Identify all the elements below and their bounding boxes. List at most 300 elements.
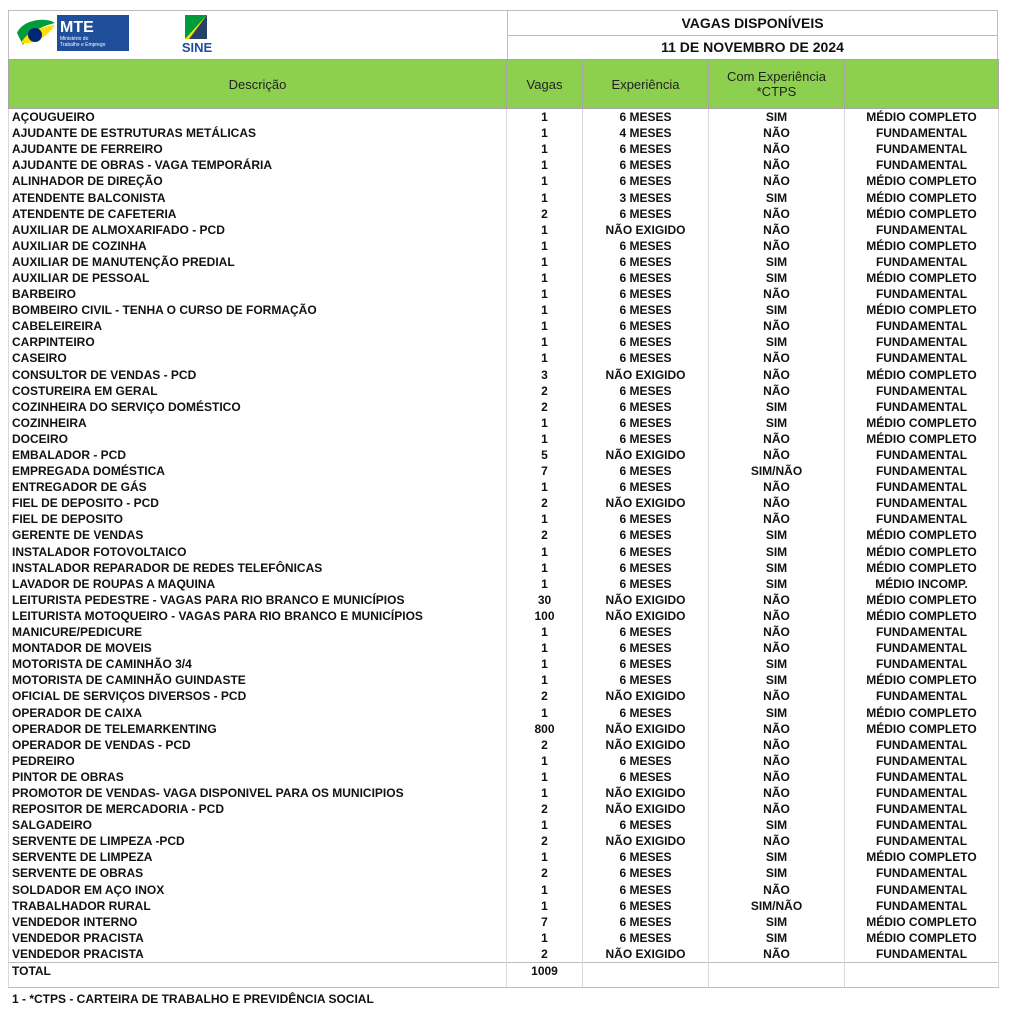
education-level: FUNDAMENTAL [845, 737, 999, 753]
vacancy-count: 1 [507, 479, 583, 495]
table-row [9, 383, 999, 399]
experience: NÃO EXIGIDO [583, 367, 709, 383]
vacancy-count: 2 [507, 946, 583, 963]
vacancy-count: 1 [507, 560, 583, 576]
table-row [9, 753, 999, 769]
experience: 6 MESES [583, 302, 709, 318]
experience: 6 MESES [583, 527, 709, 543]
ctps-required: NÃO [709, 383, 845, 399]
table-row [9, 399, 999, 415]
svg-text:Ministério do: Ministério do [60, 36, 89, 42]
education-level: FUNDAMENTAL [845, 479, 999, 495]
education-level: MÉDIO COMPLETO [845, 914, 999, 930]
vacancy-count: 1 [507, 672, 583, 688]
job-description: ENTREGADOR DE GÁS [9, 479, 507, 495]
job-description: CASEIRO [9, 350, 507, 366]
table-row [9, 495, 999, 511]
vacancy-count: 1 [507, 576, 583, 592]
total-label: TOTAL [9, 962, 507, 979]
experience: 6 MESES [583, 914, 709, 930]
table-row [9, 898, 999, 914]
ctps-required: NÃO [709, 479, 845, 495]
table-row [9, 544, 999, 560]
vacancy-count: 1 [507, 318, 583, 334]
vacancy-count: 3 [507, 367, 583, 383]
job-description: EMBALADOR - PCD [9, 447, 507, 463]
table-row [9, 254, 999, 270]
job-description: EMPREGADA DOMÉSTICA [9, 463, 507, 479]
education-level: FUNDAMENTAL [845, 222, 999, 238]
job-description: COSTUREIRA EM GERAL [9, 383, 507, 399]
table-row [9, 350, 999, 366]
education-level: FUNDAMENTAL [845, 817, 999, 833]
job-description: AJUDANTE DE OBRAS - VAGA TEMPORÁRIA [9, 157, 507, 173]
job-description: AÇOUGUEIRO [9, 109, 507, 126]
experience: 6 MESES [583, 399, 709, 415]
education-level: FUNDAMENTAL [845, 785, 999, 801]
job-description: LEITURISTA PEDESTRE - VAGAS PARA RIO BRANCO E MUNICÍPIOS [9, 592, 507, 608]
job-description: SOLDADOR EM AÇO INOX [9, 882, 507, 898]
experience: 6 MESES [583, 350, 709, 366]
experience: 6 MESES [583, 576, 709, 592]
ctps-required: NÃO [709, 737, 845, 753]
vacancy-count: 1 [507, 544, 583, 560]
table-row [9, 141, 999, 157]
table-header-row [9, 60, 999, 109]
experience: 6 MESES [583, 270, 709, 286]
education-level: FUNDAMENTAL [845, 898, 999, 914]
svg-text:Trabalho e Emprego: Trabalho e Emprego [60, 42, 106, 48]
table-row [9, 769, 999, 785]
education-level: FUNDAMENTAL [845, 753, 999, 769]
vacancy-count: 1 [507, 415, 583, 431]
job-description: ALINHADOR DE DIREÇÃO [9, 173, 507, 189]
education-level: FUNDAMENTAL [845, 801, 999, 817]
ctps-required: SIM [709, 865, 845, 881]
table-row [9, 656, 999, 672]
job-description: INSTALADOR REPARADOR DE REDES TELEFÔNICAS [9, 560, 507, 576]
table-row [9, 817, 999, 833]
table-row [9, 576, 999, 592]
experience: 6 MESES [583, 431, 709, 447]
table-body [9, 109, 999, 988]
experience: NÃO EXIGIDO [583, 608, 709, 624]
empty-cell [845, 979, 999, 988]
education-level: MÉDIO COMPLETO [845, 173, 999, 189]
empty-cell [583, 962, 709, 979]
ctps-required: SIM [709, 189, 845, 205]
table-row [9, 608, 999, 624]
experience: NÃO EXIGIDO [583, 946, 709, 963]
experience: 6 MESES [583, 817, 709, 833]
education-level: MÉDIO COMPLETO [845, 560, 999, 576]
experience: 6 MESES [583, 173, 709, 189]
job-description: CONSULTOR DE VENDAS - PCD [9, 367, 507, 383]
vacancy-count: 7 [507, 463, 583, 479]
ctps-required: NÃO [709, 238, 845, 254]
vacancy-count: 2 [507, 737, 583, 753]
table-row [9, 238, 999, 254]
ctps-required: NÃO [709, 206, 845, 222]
table-row [9, 672, 999, 688]
experience: 6 MESES [583, 206, 709, 222]
job-description: DOCEIRO [9, 431, 507, 447]
table-row [9, 688, 999, 704]
column-header-education [845, 60, 999, 109]
vacancy-count: 100 [507, 608, 583, 624]
table-row [9, 125, 999, 141]
table-row [9, 334, 999, 350]
job-description: BARBEIRO [9, 286, 507, 302]
ctps-required: SIM [709, 914, 845, 930]
table-row [9, 592, 999, 608]
ctps-required: SIM [709, 334, 845, 350]
job-description: AUXILIAR DE PESSOAL [9, 270, 507, 286]
vacancy-count: 2 [507, 527, 583, 543]
vacancy-count: 1 [507, 334, 583, 350]
vacancy-count: 1 [507, 898, 583, 914]
job-description: VENDEDOR PRACISTA [9, 930, 507, 946]
table-row [9, 946, 999, 963]
ctps-required: NÃO [709, 592, 845, 608]
education-level: FUNDAMENTAL [845, 447, 999, 463]
ctps-required: NÃO [709, 769, 845, 785]
education-level: FUNDAMENTAL [845, 350, 999, 366]
table-row [9, 865, 999, 881]
education-level: MÉDIO COMPLETO [845, 721, 999, 737]
education-level: FUNDAMENTAL [845, 511, 999, 527]
table-row [9, 914, 999, 930]
ctps-required: NÃO [709, 447, 845, 463]
vacancy-count: 800 [507, 721, 583, 737]
vacancy-count: 2 [507, 206, 583, 222]
empty-cell [709, 979, 845, 988]
ctps-required: SIM [709, 560, 845, 576]
vacancy-count: 2 [507, 688, 583, 704]
education-level: MÉDIO COMPLETO [845, 206, 999, 222]
job-description: SERVENTE DE LIMPEZA [9, 849, 507, 865]
education-level: FUNDAMENTAL [845, 946, 999, 963]
education-level: FUNDAMENTAL [845, 383, 999, 399]
ctps-required: SIM [709, 704, 845, 720]
education-level: FUNDAMENTAL [845, 334, 999, 350]
ctps-required: NÃO [709, 286, 845, 302]
vacancy-table [8, 59, 999, 988]
ctps-required: NÃO [709, 125, 845, 141]
vacancy-count: 1 [507, 511, 583, 527]
education-level: MÉDIO COMPLETO [845, 109, 999, 126]
experience: 6 MESES [583, 898, 709, 914]
job-description: BOMBEIRO CIVIL - TENHA O CURSO DE FORMAÇÃO [9, 302, 507, 318]
experience: 6 MESES [583, 624, 709, 640]
experience: 6 MESES [583, 849, 709, 865]
education-level: FUNDAMENTAL [845, 399, 999, 415]
job-description: SERVENTE DE LIMPEZA -PCD [9, 833, 507, 849]
education-level: FUNDAMENTAL [845, 865, 999, 881]
ctps-required: SIM [709, 576, 845, 592]
job-description: COZINHEIRA [9, 415, 507, 431]
job-description: MONTADOR DE MOVEIS [9, 640, 507, 656]
ctps-required: SIM [709, 544, 845, 560]
vacancy-count: 1 [507, 624, 583, 640]
education-level: FUNDAMENTAL [845, 688, 999, 704]
table-row [9, 721, 999, 737]
ctps-required: NÃO [709, 688, 845, 704]
ctps-required: NÃO [709, 141, 845, 157]
vacancy-count: 1 [507, 704, 583, 720]
job-description: AUXILIAR DE COZINHA [9, 238, 507, 254]
mte-logo [13, 13, 129, 53]
table-row [9, 704, 999, 720]
ctps-required: NÃO [709, 753, 845, 769]
education-level: FUNDAMENTAL [845, 656, 999, 672]
experience: 6 MESES [583, 463, 709, 479]
table-row [9, 415, 999, 431]
experience: 6 MESES [583, 865, 709, 881]
vacancy-count: 1 [507, 125, 583, 141]
vacancy-count: 2 [507, 865, 583, 881]
mte-text: MTE [60, 19, 94, 36]
ctps-required: SIM [709, 527, 845, 543]
vacancy-count: 1 [507, 189, 583, 205]
experience: 6 MESES [583, 769, 709, 785]
table-row [9, 785, 999, 801]
experience: NÃO EXIGIDO [583, 592, 709, 608]
vacancy-sheet [8, 10, 998, 988]
table-row [9, 189, 999, 205]
vacancy-count: 1 [507, 173, 583, 189]
experience: NÃO EXIGIDO [583, 785, 709, 801]
ctps-required: NÃO [709, 173, 845, 189]
vacancy-count: 1 [507, 785, 583, 801]
education-level: MÉDIO COMPLETO [845, 849, 999, 865]
job-description: ATENDENTE BALCONISTA [9, 189, 507, 205]
vacancy-count: 1 [507, 286, 583, 302]
job-description: VENDEDOR INTERNO [9, 914, 507, 930]
vacancy-count: 7 [507, 914, 583, 930]
experience: NÃO EXIGIDO [583, 222, 709, 238]
empty-cell [845, 962, 999, 979]
job-description: REPOSITOR DE MERCADORIA - PCD [9, 801, 507, 817]
job-description: SALGADEIRO [9, 817, 507, 833]
experience: 3 MESES [583, 189, 709, 205]
table-row [9, 849, 999, 865]
education-level: FUNDAMENTAL [845, 833, 999, 849]
vacancy-count: 1 [507, 141, 583, 157]
vacancy-count: 1 [507, 222, 583, 238]
experience: 6 MESES [583, 383, 709, 399]
page-title: VAGAS DISPONÍVEIS [681, 14, 824, 31]
table-row [9, 367, 999, 383]
experience: 6 MESES [583, 415, 709, 431]
vacancy-count: 5 [507, 447, 583, 463]
education-level: MÉDIO COMPLETO [845, 302, 999, 318]
experience: 6 MESES [583, 141, 709, 157]
footnote: 1 - *CTPS - CARTEIRA DE TRABALHO E PREVIDÊNCIA SOCIAL [12, 992, 374, 1006]
job-description: LEITURISTA MOTOQUEIRO - VAGAS PARA RIO BRANCO E MUNICÍPIOS [9, 608, 507, 624]
table-row [9, 157, 999, 173]
education-level: MÉDIO COMPLETO [845, 189, 999, 205]
table-row [9, 431, 999, 447]
job-description: LAVADOR DE ROUPAS A MAQUINA [9, 576, 507, 592]
experience: NÃO EXIGIDO [583, 688, 709, 704]
experience: 6 MESES [583, 157, 709, 173]
title-box [508, 11, 997, 59]
education-level: FUNDAMENTAL [845, 640, 999, 656]
ctps-required: NÃO [709, 833, 845, 849]
ctps-required: SIM [709, 849, 845, 865]
vacancy-count: 2 [507, 833, 583, 849]
job-description: AUXILIAR DE ALMOXARIFADO - PCD [9, 222, 507, 238]
education-level: FUNDAMENTAL [845, 882, 999, 898]
table-row [9, 882, 999, 898]
table-row [9, 173, 999, 189]
job-description: AJUDANTE DE FERREIRO [9, 141, 507, 157]
experience: 6 MESES [583, 882, 709, 898]
job-description: VENDEDOR PRACISTA [9, 946, 507, 963]
job-description: TRABALHADOR RURAL [9, 898, 507, 914]
education-level: MÉDIO COMPLETO [845, 608, 999, 624]
table-row [9, 479, 999, 495]
blank-row [9, 979, 999, 988]
vacancy-count: 1 [507, 302, 583, 318]
ctps-required: NÃO [709, 367, 845, 383]
experience: 6 MESES [583, 479, 709, 495]
vacancy-count: 1 [507, 753, 583, 769]
experience: NÃO EXIGIDO [583, 721, 709, 737]
ctps-required: NÃO [709, 608, 845, 624]
ctps-required: SIM [709, 817, 845, 833]
experience: 6 MESES [583, 753, 709, 769]
education-level: MÉDIO COMPLETO [845, 527, 999, 543]
experience: 6 MESES [583, 286, 709, 302]
experience: NÃO EXIGIDO [583, 737, 709, 753]
education-level: FUNDAMENTAL [845, 463, 999, 479]
education-level: MÉDIO COMPLETO [845, 672, 999, 688]
education-level: MÉDIO COMPLETO [845, 238, 999, 254]
job-description: AUXILIAR DE MANUTENÇÃO PREDIAL [9, 254, 507, 270]
job-description: OPERADOR DE VENDAS - PCD [9, 737, 507, 753]
education-level: FUNDAMENTAL [845, 318, 999, 334]
job-description: CABELEIREIRA [9, 318, 507, 334]
page-date: 11 DE NOVEMBRO DE 2024 [508, 35, 997, 60]
job-description: SERVENTE DE OBRAS [9, 865, 507, 881]
column-header-ctps [709, 60, 845, 109]
ctps-required: NÃO [709, 801, 845, 817]
sheet-header [8, 10, 998, 59]
ctps-required: NÃO [709, 640, 845, 656]
experience: 6 MESES [583, 238, 709, 254]
experience: 6 MESES [583, 704, 709, 720]
ctps-required: SIM [709, 656, 845, 672]
education-level: MÉDIO COMPLETO [845, 592, 999, 608]
job-description: PROMOTOR DE VENDAS- VAGA DISPONIVEL PARA OS MUNICIPIOS [9, 785, 507, 801]
experience: NÃO EXIGIDO [583, 447, 709, 463]
empty-cell [9, 979, 507, 988]
ctps-required: NÃO [709, 431, 845, 447]
column-header-vacancies: Vagas [507, 60, 583, 109]
experience: 6 MESES [583, 544, 709, 560]
vacancy-count: 1 [507, 350, 583, 366]
table-row [9, 511, 999, 527]
ctps-required: NÃO [709, 721, 845, 737]
ctps-required: SIM [709, 302, 845, 318]
job-description: MOTORISTA DE CAMINHÃO GUINDASTE [9, 672, 507, 688]
table-row [9, 801, 999, 817]
education-level: FUNDAMENTAL [845, 286, 999, 302]
ctps-required: NÃO [709, 495, 845, 511]
table-row [9, 833, 999, 849]
vacancy-count: 2 [507, 801, 583, 817]
table-row [9, 463, 999, 479]
ctps-required: NÃO [709, 350, 845, 366]
sine-text: SINE [181, 40, 213, 55]
vacancy-count: 1 [507, 769, 583, 785]
experience: NÃO EXIGIDO [583, 495, 709, 511]
empty-cell [583, 979, 709, 988]
job-description: GERENTE DE VENDAS [9, 527, 507, 543]
education-level: FUNDAMENTAL [845, 495, 999, 511]
education-level: FUNDAMENTAL [845, 769, 999, 785]
sine-logo [169, 13, 225, 57]
table-row [9, 302, 999, 318]
job-description: OPERADOR DE CAIXA [9, 704, 507, 720]
education-level: MÉDIO COMPLETO [845, 930, 999, 946]
education-level: FUNDAMENTAL [845, 624, 999, 640]
job-description: OPERADOR DE TELEMARKENTING [9, 721, 507, 737]
education-level: MÉDIO COMPLETO [845, 544, 999, 560]
job-description: PEDREIRO [9, 753, 507, 769]
ctps-required: NÃO [709, 318, 845, 334]
table-row [9, 286, 999, 302]
education-level: FUNDAMENTAL [845, 157, 999, 173]
job-description: MOTORISTA DE CAMINHÃO 3/4 [9, 656, 507, 672]
ctps-required: SIM [709, 415, 845, 431]
education-level: FUNDAMENTAL [845, 125, 999, 141]
vacancy-count: 1 [507, 157, 583, 173]
experience: 6 MESES [583, 318, 709, 334]
column-header-description: Descrição [9, 60, 507, 109]
ctps-required: SIM [709, 930, 845, 946]
education-level: MÉDIO COMPLETO [845, 270, 999, 286]
experience: 6 MESES [583, 672, 709, 688]
ctps-required: NÃO [709, 511, 845, 527]
empty-cell [507, 979, 583, 988]
ctps-required: SIM [709, 672, 845, 688]
table-row [9, 206, 999, 222]
total-row [9, 962, 999, 979]
table-row [9, 447, 999, 463]
table-row [9, 270, 999, 286]
vacancy-count: 1 [507, 656, 583, 672]
ctps-required: NÃO [709, 157, 845, 173]
table-row [9, 737, 999, 753]
logo-area [9, 11, 508, 59]
education-level: MÉDIO COMPLETO [845, 431, 999, 447]
job-description: COZINHEIRA DO SERVIÇO DOMÉSTICO [9, 399, 507, 415]
ctps-required: NÃO [709, 882, 845, 898]
ctps-required: NÃO [709, 222, 845, 238]
vacancy-count: 1 [507, 882, 583, 898]
education-level: FUNDAMENTAL [845, 254, 999, 270]
experience: 6 MESES [583, 560, 709, 576]
job-description: CARPINTEIRO [9, 334, 507, 350]
table-row [9, 222, 999, 238]
table-row [9, 109, 999, 126]
experience: 6 MESES [583, 109, 709, 126]
experience: NÃO EXIGIDO [583, 801, 709, 817]
experience: NÃO EXIGIDO [583, 833, 709, 849]
